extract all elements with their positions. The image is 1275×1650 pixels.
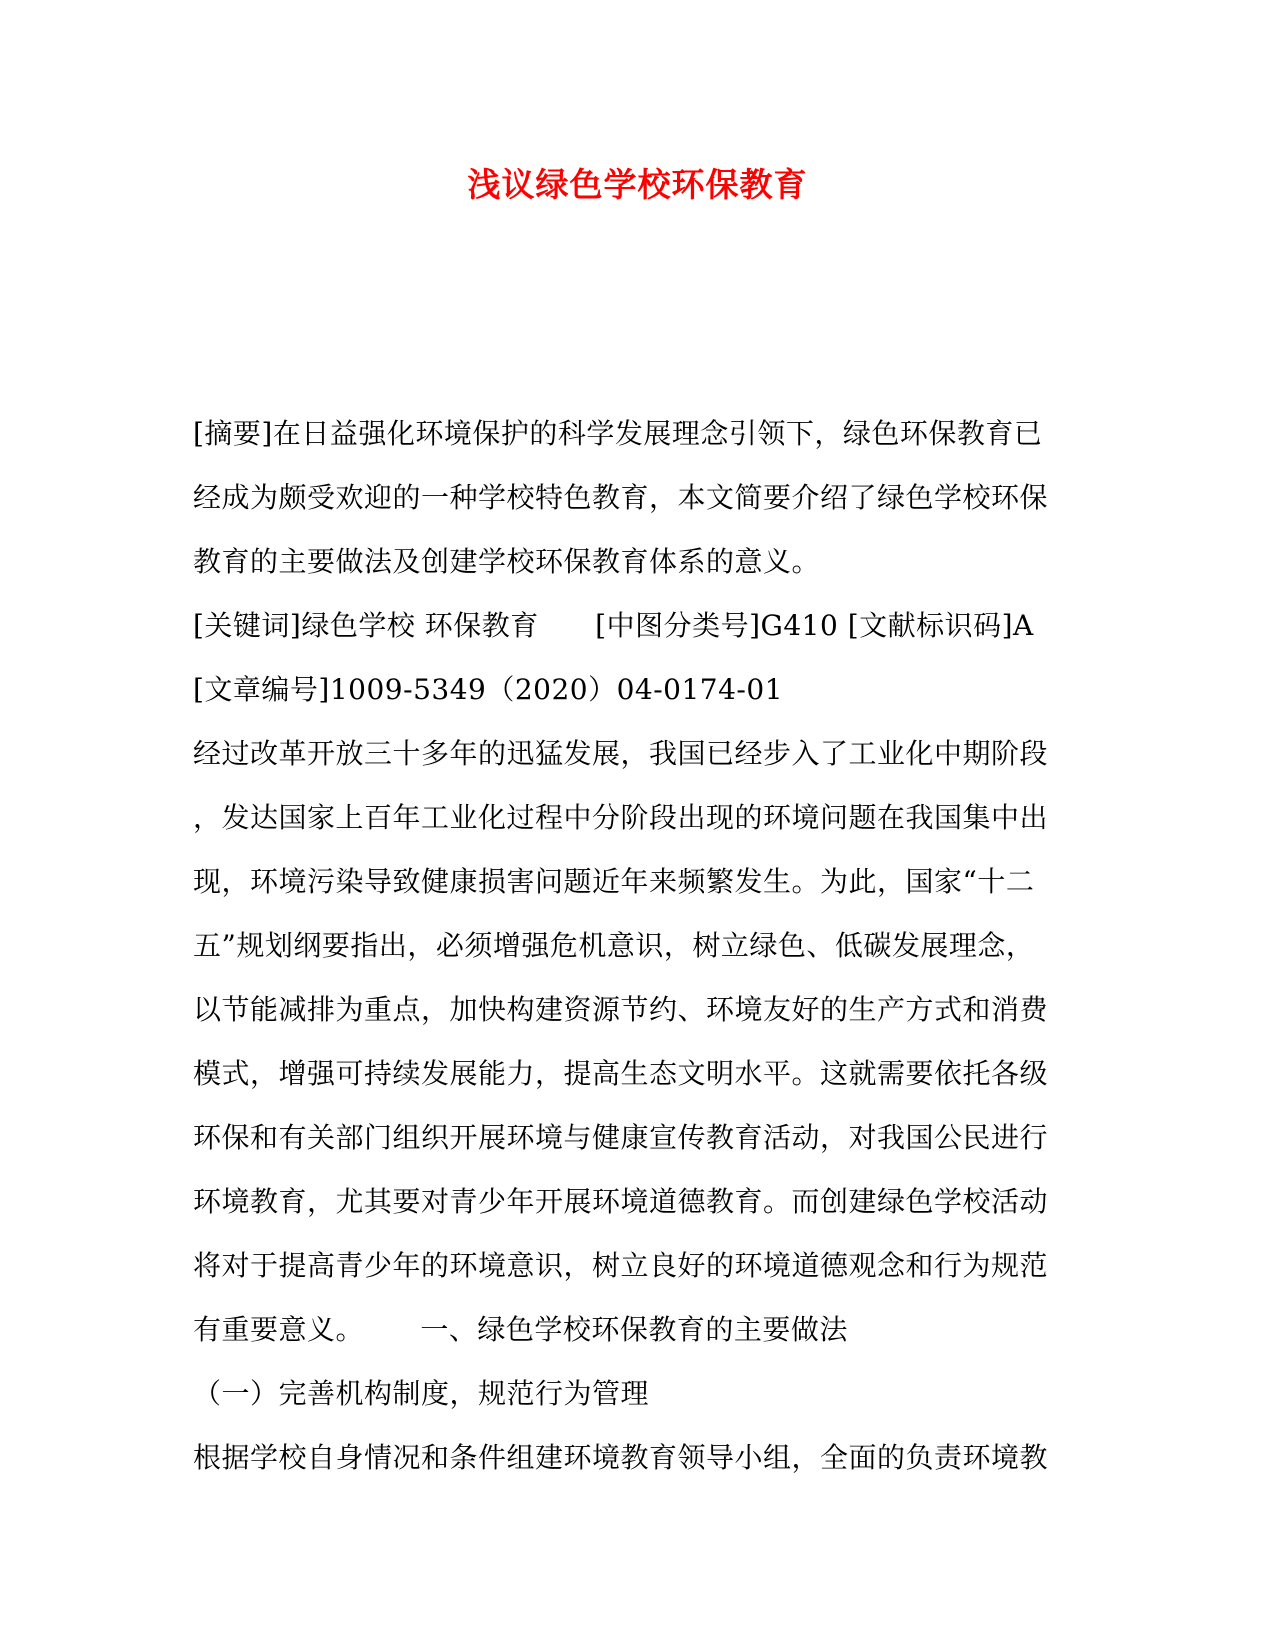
document-body (193, 408, 1083, 1496)
article-number-line: [文章编号]1009-5349（2020）04-0174-01 (193, 673, 784, 706)
keywords-line: [关键词]绿色学校 环保教育 [中图分类号]G410 [文献标识码]A (193, 609, 1034, 642)
document-title: 浅议绿色学校环保教育 (467, 165, 808, 204)
paragraph-line: 环境教育，尤其要对青少年开展环境道德教育。而创建绿色学校活动 (193, 1185, 1049, 1218)
paragraph-line: ，发达国家上百年工业化过程中分阶段出现的环境问题在我国集中出 (193, 801, 1049, 834)
paragraph-line: 模式，增强可持续发展能力，提高生态文明水平。这就需要依托各级 (193, 1057, 1049, 1090)
paragraph-line: 根据学校自身情况和条件组建环境教育领导小组，全面的负责环境教 (193, 1441, 1049, 1474)
paragraph-line: 现，环境污染导致健康损害问题近年来频繁发生。为此，国家“十二 (193, 865, 1035, 898)
abstract-line-3: 教育的主要做法及创建学校环保教育体系的意义。 (193, 545, 821, 578)
paragraph-line: 经过改革开放三十多年的迅猛发展，我国已经步入了工业化中期阶段 (193, 737, 1049, 770)
paragraph-line: 将对于提高青少年的环境意识，树立良好的环境道德观念和行为规范 (193, 1249, 1049, 1282)
abstract-line-2: 经成为颇受欢迎的一种学校特色教育，本文简要介绍了绿色学校环保 (193, 481, 1049, 514)
subsection-heading: （一）完善机构制度，规范行为管理 (193, 1377, 650, 1410)
section-heading-line: 有重要意义。 一、绿色学校环保教育的主要做法 (193, 1313, 848, 1346)
paragraph-line: 五”规划纲要指出，必须增强危机意识，树立绿色、低碳发展理念， (193, 929, 1035, 962)
paragraph-line: 以节能减排为重点，加快构建资源节约、环境友好的生产方式和消费 (193, 993, 1049, 1026)
paragraph-line: 环保和有关部门组织开展环境与健康宣传教育活动，对我国公民进行 (193, 1121, 1049, 1154)
abstract-line-1: [摘要]在日益强化环境保护的科学发展理念引领下，绿色环保教育已 (193, 417, 1043, 450)
